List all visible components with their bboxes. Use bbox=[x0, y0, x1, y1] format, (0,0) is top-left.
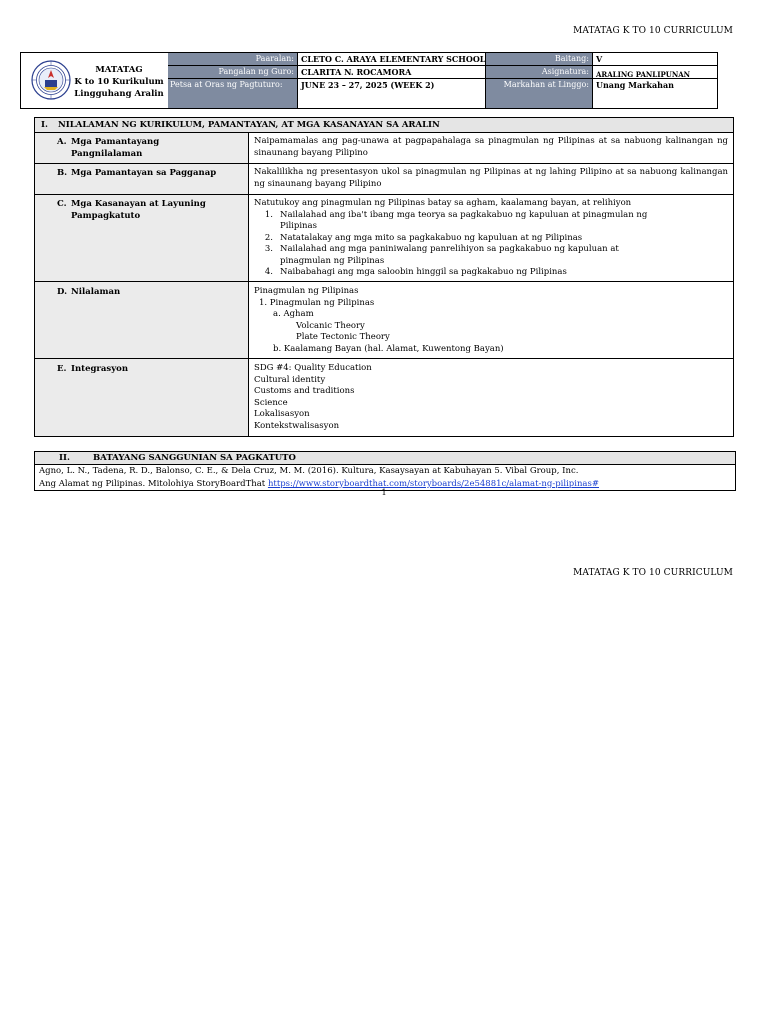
row-e-label: Integrasyon bbox=[71, 364, 128, 374]
section-curriculum-content bbox=[34, 117, 734, 437]
learning-competencies-value bbox=[249, 195, 733, 281]
competency-item bbox=[254, 267, 728, 279]
paaralan-value: CLETO C. ARAYA ELEMENTARY SCHOOL bbox=[298, 53, 486, 66]
matatag-title-line-2: K to 10 Kurikulum bbox=[74, 77, 164, 87]
row-e-letter: E. bbox=[57, 364, 67, 374]
header-info-grid bbox=[168, 53, 717, 108]
competency-text-cont: Pilipinas bbox=[280, 221, 317, 231]
integration-line: SDG #4: Quality Education bbox=[254, 363, 372, 373]
curriculum-label-bottom: MATATAG K TO 10 CURRICULUM bbox=[573, 568, 733, 578]
storyboard-link[interactable]: https://www.storyboardthat.com/storyboards/2e54881c/alamat-ng-pilipinas# bbox=[267, 478, 599, 489]
baitang-value: V bbox=[593, 53, 717, 66]
content-label bbox=[35, 282, 249, 358]
integration-line: Lokalisasyon bbox=[254, 409, 310, 419]
competency-text: Natatalakay ang mga mito sa pagkakabuo ng kapuluan at ng Pilipinas bbox=[280, 232, 583, 243]
competency-number: 1. bbox=[264, 209, 273, 220]
integration-line: Customs and traditions bbox=[254, 386, 355, 396]
row-d-label: Nilalaman bbox=[71, 287, 121, 297]
integration-line: Kontekstwalisasyon bbox=[254, 420, 340, 431]
guro-label: Pangalan ng Guro: bbox=[168, 66, 298, 79]
row-integration bbox=[35, 359, 733, 436]
content-standards-value: Naipamamalas ang pag-unawa at pagpapahalaga sa pinagmulan ng Pilipinas at sa nabuong kalinangan ng sinaunang bayang Pilipino bbox=[254, 136, 728, 158]
logo-cell bbox=[21, 53, 169, 108]
competency-item bbox=[254, 233, 728, 245]
section1-title-text: NILALAMAN NG KURIKULUM, PAMANTAYAN, AT MGA KASANAYAN SA ARALIN bbox=[58, 120, 440, 130]
performance-standards-label bbox=[35, 164, 249, 194]
content-line: Plate Tectonic Theory bbox=[296, 332, 390, 342]
lesson-header-table bbox=[20, 52, 718, 109]
content-line: Volcanic Theory bbox=[296, 320, 365, 331]
section1-number: I. bbox=[41, 120, 48, 130]
petsa-value: JUNE 23 – 27, 2025 (WEEK 2) bbox=[298, 79, 486, 108]
integration-value bbox=[249, 359, 733, 436]
competency-text-cont: pinagmulan ng Pilipinas bbox=[280, 255, 385, 266]
content-line: a. Agham bbox=[273, 309, 314, 319]
performance-standards-value: Nakalilikha ng presentasyon ukol sa pinagmulan ng Pilipinas at ng lahing Pilipino at sa nabuong kalinangan ng sinaunang bayang Pilipino bbox=[254, 167, 728, 189]
row-a-label-line-1: Mga Pamantayang bbox=[71, 137, 160, 147]
page-number: 1 bbox=[381, 488, 387, 497]
row-b-letter: B. bbox=[57, 168, 68, 178]
section2-number: II. bbox=[59, 453, 70, 463]
competencies-list bbox=[254, 210, 728, 279]
asignatura-value: ARALING PANLIPUNAN bbox=[593, 66, 717, 79]
competency-number: 3. bbox=[264, 244, 273, 254]
row-a-letter: A. bbox=[57, 137, 67, 147]
baitang-label: Baitang: bbox=[486, 53, 593, 66]
learning-competencies-label bbox=[35, 195, 249, 281]
markahan-label: Markahan at Linggo: bbox=[486, 79, 593, 108]
row-content-standards bbox=[35, 133, 733, 164]
reference-1: Agno, L. N., Tadena, R. D., Balonso, C. E., & Dela Cruz, M. M. (2016). Kultura, Kasaysayan at Kabuhayan 5. Vibal Group, Inc. bbox=[39, 466, 579, 476]
competency-item bbox=[254, 244, 728, 267]
row-learning-competencies bbox=[35, 195, 733, 282]
row-d-letter: D. bbox=[57, 287, 68, 297]
matatag-title bbox=[71, 64, 167, 100]
content-line: b. Kaalamang Bayan (hal. Alamat, Kuwentong Bayan) bbox=[273, 343, 504, 354]
competency-text: Nailalahad ang mga paniniwalang panrelihiyon sa pagkakabuo ng kapuluan at bbox=[280, 244, 619, 254]
row-c-label-line-1: Mga Kasanayan at Layuning bbox=[71, 199, 206, 209]
reference-2-text: Ang Alamat ng Pilipinas. Mitolohiya StoryBoardThat bbox=[39, 478, 266, 489]
integration-label bbox=[35, 359, 249, 436]
row-content bbox=[35, 282, 733, 359]
section-references bbox=[34, 451, 736, 491]
row-b-label: Mga Pamantayan sa Pagganap bbox=[71, 168, 217, 178]
guro-value: CLARITA N. ROCAMORA bbox=[298, 66, 486, 79]
content-line: 1. Pinagmulan ng Pilipinas bbox=[259, 297, 375, 308]
paaralan-label: Paaralan: bbox=[168, 53, 298, 66]
content-standards-label bbox=[35, 133, 249, 163]
row-c-letter: C. bbox=[57, 199, 67, 209]
curriculum-label-top: MATATAG K TO 10 CURRICULUM bbox=[573, 26, 733, 36]
section1-title bbox=[35, 118, 733, 133]
competency-number: 4. bbox=[264, 267, 273, 277]
markahan-value: Unang Markahan bbox=[593, 79, 717, 108]
row-c-label-line-2: Pampagkatuto bbox=[71, 211, 141, 221]
integration-line: Cultural identity bbox=[254, 374, 326, 385]
row-a-label-line-2: Pangnilalaman bbox=[71, 149, 143, 159]
matatag-title-line-1: MATATAG bbox=[95, 65, 143, 75]
asignatura-label: Asignatura: bbox=[486, 66, 593, 79]
competency-text: Naibabahagi ang mga saloobin hinggil sa pagkakabuo ng Pilipinas bbox=[280, 267, 567, 277]
row-performance-standards bbox=[35, 164, 733, 195]
petsa-label: Petsa at Oras ng Pagtuturo: bbox=[168, 79, 298, 108]
content-line: Pinagmulan ng Pilipinas bbox=[254, 286, 359, 296]
section2-title-text: BATAYANG SANGGUNIAN SA PAGKATUTO bbox=[93, 453, 296, 463]
content-value bbox=[249, 282, 733, 358]
competency-item bbox=[254, 210, 728, 233]
integration-line: Science bbox=[254, 397, 288, 408]
competency-number: 2. bbox=[264, 232, 273, 243]
competencies-intro: Natutukoy ang pinagmulan ng Pilipinas batay sa agham, kaalamang bayan, at relihiyon bbox=[254, 198, 632, 208]
deped-seal-icon bbox=[31, 60, 71, 100]
competency-text: Nailalahad ang iba't ibang mga teorya sa pagkakabuo ng kapuluan at pinagmulan ng bbox=[280, 209, 648, 220]
matatag-title-line-3: Lingguhang Aralin bbox=[74, 89, 164, 99]
section2-title bbox=[35, 452, 735, 465]
